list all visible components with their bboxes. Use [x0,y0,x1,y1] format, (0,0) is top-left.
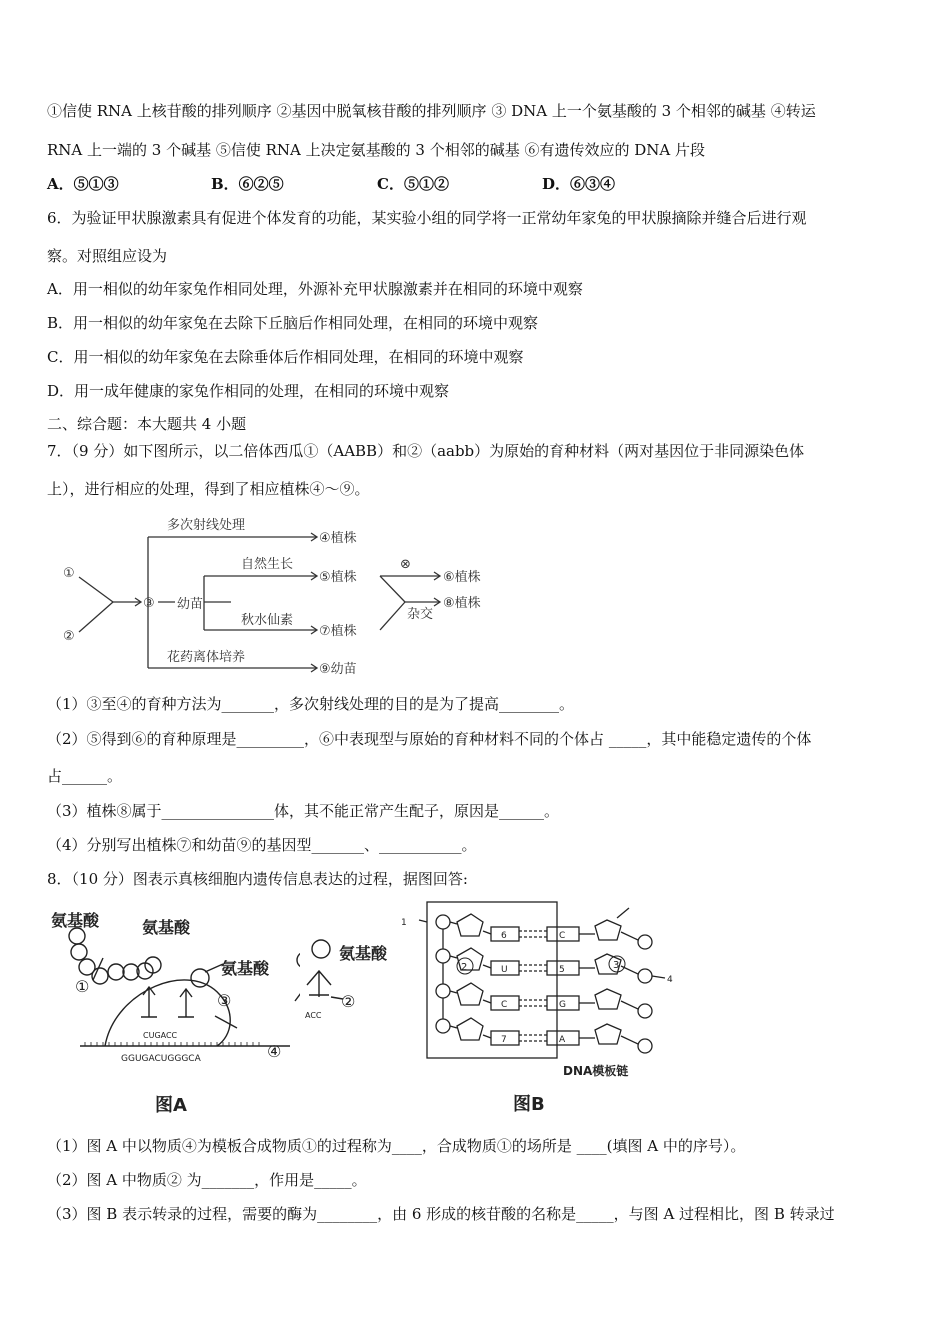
q5-statements-line2: RNA 上一端的 3 个碱基 ⑤信使 RNA 上决定氨基酸的 3 个相邻的碱基 ⑥有遗传效应的 DNA 片段 [47,141,706,159]
figure-a-translation [45,900,300,1120]
q5-option-a: A．⑤①③ [47,175,119,193]
fig-b-label-2: 2 [461,962,468,973]
fig-b-base-left-4: 7 [501,1035,507,1045]
figure-b-transcription [395,898,695,1120]
fig-a-amino-acid-2: 氨基酸 [142,918,191,937]
fig-b-base-right-1: C [559,931,566,941]
diagram-seedling-9: ⑨幼苗 [319,662,357,677]
diagram-plant-6: ⑥植株 [443,570,481,585]
diagram-natural-growth: 自然生长 [241,557,294,572]
fig-b-label-3: 3 [613,960,620,971]
fig-b-template-label: DNA模板链 [563,1064,629,1078]
fig-a-amino-acid-1: 氨基酸 [51,911,100,930]
q8-part3: （3）图 B 表示转录的过程，需要的酶为________，由 6 形成的核苷酸的名称是_____，与图 A 过程相比，图 B 转录过 [47,1205,835,1223]
q6-option-c: C．用一相似的幼年家兔在去除垂体后作相同处理，在相同的环境中观察 [47,348,524,366]
diagram-cross: 杂交 [407,607,434,622]
q7-stem-line2: 上），进行相应的处理，得到了相应植株④～⑨。 [47,480,370,498]
fig-b-label-4: 4 [667,975,673,985]
fig-b-base-left-3: C [501,1000,508,1010]
q6-stem-line1: 6．为验证甲状腺激素具有促进个体发育的功能，某实验小组的同学将一正常幼年家兔的甲状腺摘除并缝合后进行观 [47,209,807,227]
diagram-seedling: 幼苗 [177,597,204,612]
fig-a-circle-2: ② [341,992,356,1011]
diagram-plant-7: ⑦植株 [319,624,357,639]
diagram-plant-5: ⑤植株 [319,570,357,585]
fig-a-amino-acid-3: 氨基酸 [221,959,270,978]
fig-b-base-left-2: U [501,965,508,975]
diagram-node-2: ② [63,629,75,644]
q6-stem-line2: 察。对照组应设为 [47,247,168,265]
diagram-colchicine: 秋水仙素 [241,613,294,628]
fig-a-circle-1: ① [75,977,90,996]
fig-b-base-right-3: G [559,1000,566,1010]
diagram-selfing-symbol: ⊗ [400,557,411,572]
fig-a-circle-4: ④ [267,1042,282,1061]
q7-part4: （4）分别写出植株⑦和幼苗⑨的基因型_______、___________。 [47,836,477,854]
q5-option-d: D．⑥③④ [542,175,616,193]
diagram-node-1: ① [63,566,75,581]
fig-b-label-1: 1 [401,918,407,928]
q8-part1: （1）图 A 中以物质④为模板合成物质①的过程称为____，合成物质①的场所是 ____(填图 A 中的序号）。 [47,1137,746,1155]
q8-stem: 8．（10 分）图表示真核细胞内遗传信息表达的过程，据图回答: [47,870,468,888]
fig-a-acc: ACC [305,1011,322,1020]
q7-part3: （3）植株⑧属于_______________体，其不能正常产生配子，原因是______。 [47,802,560,820]
q6-option-a: A．用一相似的幼年家兔作相同处理，外源补充甲状腺激素并在相同的环境中观察 [47,280,583,298]
fig-a-anticodon: CUGACC [143,1031,178,1040]
fig-b-base-right-4: A [559,1035,566,1045]
section-heading: 二、综合题：本大题共 4 小题 [47,415,247,433]
fig-b-base-left-1: 6 [501,931,507,941]
q5-option-c: C．⑤①② [377,175,449,193]
q5-option-b: B．⑥②⑤ [211,175,284,193]
fig-a-caption: 图A [155,1095,187,1116]
fig-b-caption: 图B [513,1094,545,1115]
figure-a-trna [293,935,403,1030]
q7-stem-line1: 7．（9 分）如下图所示，以二倍体西瓜①（AABB）和②（aabb）为原始的育种材料（两对基因位于非同源染色体 [47,442,805,460]
q7-part2-line2: 占______。 [47,767,123,785]
diagram-anther-culture: 花药离体培养 [167,650,246,665]
breeding-diagram [55,505,515,680]
fig-a-circle-3: ③ [217,991,232,1010]
diagram-node-3: ③ [143,596,155,611]
q6-option-d: D．用一成年健康的家兔作相同的处理，在相同的环境中观察 [47,382,450,400]
q7-part2-line1: （2）⑤得到⑥的育种原理是_________，⑥中表现型与原始的育种材料不同的个体占 _____，其中能稳定遗传的个体 [47,730,812,748]
diagram-radiation: 多次射线处理 [167,518,246,533]
q7-part1: （1）③至④的育种方法为_______，多次射线处理的目的是为了提高________。 [47,695,575,713]
q5-statements-line1: ①信使 RNA 上核苷酸的排列顺序 ②基因中脱氧核苷酸的排列顺序 ③ DNA 上一个氨基酸的 3 个相邻的碱基 ④转运 [47,102,816,120]
diagram-plant-8: ⑧植株 [443,596,481,611]
q8-part2: （2）图 A 中物质② 为_______，作用是_____。 [47,1171,367,1189]
q6-option-b: B．用一相似的幼年家兔在去除下丘脑后作相同处理，在相同的环境中观察 [47,314,539,332]
fig-b-base-right-2: 5 [559,965,565,975]
diagram-plant-4: ④植株 [319,531,357,546]
fig-a-mrna-sequence: GGUGACUGGGCA [121,1054,201,1064]
fig-a-amino-acid-4: 氨基酸 [339,944,388,963]
